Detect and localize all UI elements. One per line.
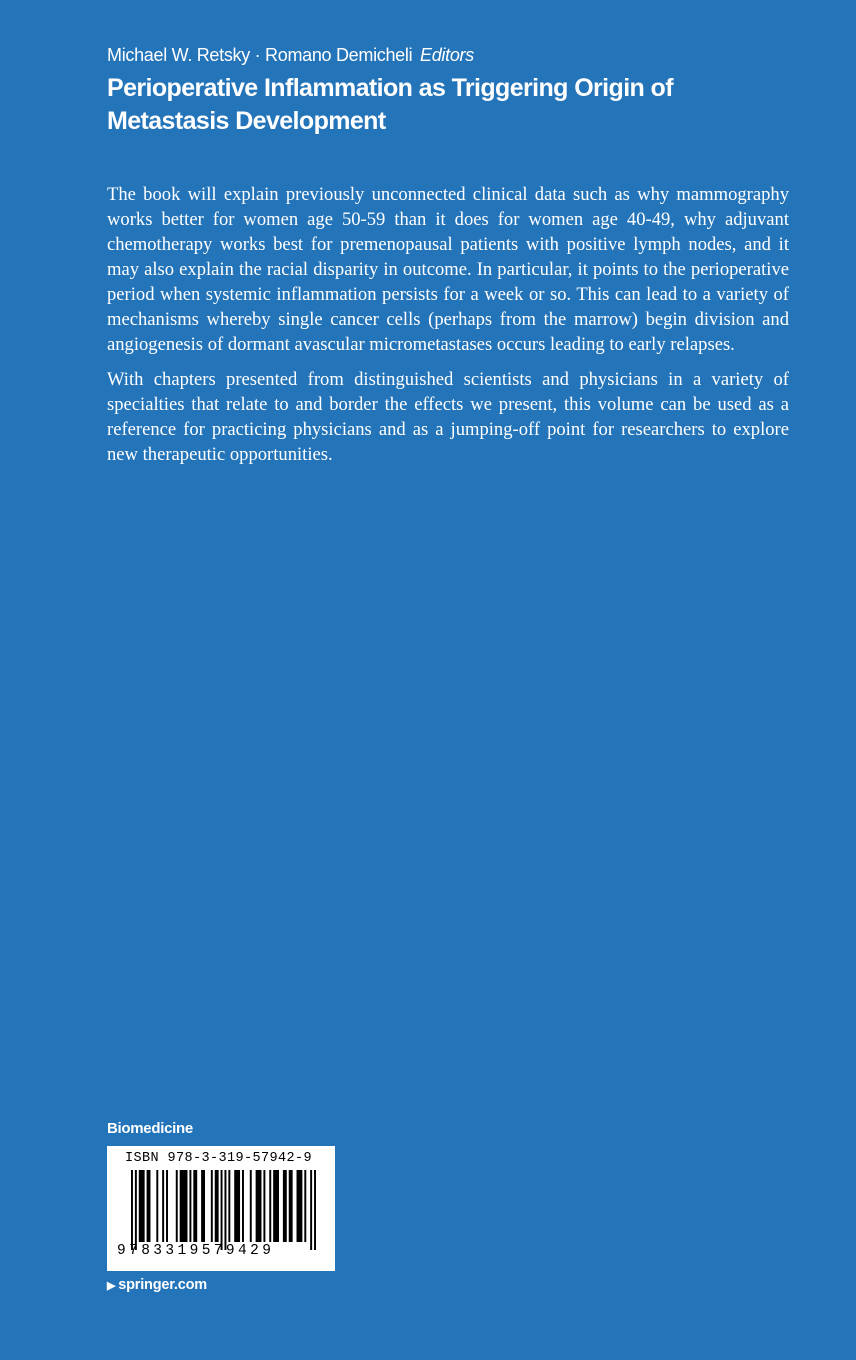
barcode-bar: [162, 1170, 164, 1242]
description-paragraph-1: The book will explain previously unconnected clinical data such as why mammography works better for women age 50-59 than it does for women age 40-49, why adjuvant chemotherapy works best for premenopausal patients with positive lymph nodes, and it may also explain the racial disparity in outcome. In particular, it points to the perioperative period when systemic inflammation persists for a week or so. This can lead to a variety of mechanisms whereby single cancer cells (perhaps from the marrow) begin division and angiogenesis of dormant avascular micrometastases occurs leading to early relapses.: [107, 184, 789, 355]
ean-digits: 9783319579429: [117, 1243, 275, 1259]
barcode-bar: [180, 1170, 188, 1242]
barcode-bar: [269, 1170, 271, 1242]
barcode-guard-bar: [224, 1170, 226, 1250]
barcode-bar: [263, 1170, 265, 1242]
barcode-bar: [193, 1170, 197, 1242]
barcode-bar: [189, 1170, 191, 1242]
editors-line: [107, 45, 474, 66]
barcode-bar: [147, 1170, 151, 1242]
barcode-bar: [176, 1170, 178, 1242]
barcode-bars: [131, 1170, 316, 1250]
barcode-bar: [156, 1170, 158, 1242]
book-title: Perioperative Inflammation as Triggering Origin of Metastasis Development: [107, 74, 673, 135]
barcode-bar: [215, 1170, 219, 1242]
play-arrow-icon: ▶: [107, 1280, 116, 1292]
series-name: Biomedicine: [107, 1120, 193, 1137]
barcode-bar: [242, 1170, 244, 1242]
barcode-graphic: [131, 1170, 316, 1250]
barcode-bar: [211, 1170, 213, 1242]
barcode-guard-bar: [221, 1170, 223, 1250]
description-paragraph-2: With chapters presented from distinguished scientists and physicians in a variety of specialties that relate to and border the effects we present, this volume can be used as a reference for practicing physicians and as a jumping-off point for researchers to explore new therapeutic opportunities.: [107, 369, 789, 465]
barcode-guard-bar: [131, 1170, 133, 1250]
barcode-bar: [273, 1170, 279, 1242]
editor-names: Michael W. Retsky · Romano Demicheli: [107, 45, 413, 65]
isbn-barcode: [107, 1146, 335, 1271]
barcode-bar: [228, 1170, 230, 1242]
barcode-guard-bar: [135, 1170, 137, 1250]
barcode-bar: [297, 1170, 303, 1242]
barcode-bar: [234, 1170, 240, 1242]
barcode-bar: [283, 1170, 287, 1242]
barcode-bar: [166, 1170, 168, 1242]
website-text: springer.com: [118, 1277, 207, 1293]
barcode-bar: [250, 1170, 252, 1242]
barcode-bar: [304, 1170, 306, 1242]
barcode-guard-bar: [310, 1170, 312, 1250]
isbn-label: ISBN 978-3-319-57942-9: [125, 1151, 313, 1166]
publisher-website: [107, 1277, 207, 1293]
barcode-guard-bar: [314, 1170, 316, 1250]
book-description: [107, 182, 789, 477]
barcode-bar: [256, 1170, 262, 1242]
barcode-bar: [139, 1170, 145, 1242]
barcode-bar: [289, 1170, 293, 1242]
barcode-bar: [201, 1170, 205, 1242]
editors-role: Editors: [420, 45, 474, 65]
